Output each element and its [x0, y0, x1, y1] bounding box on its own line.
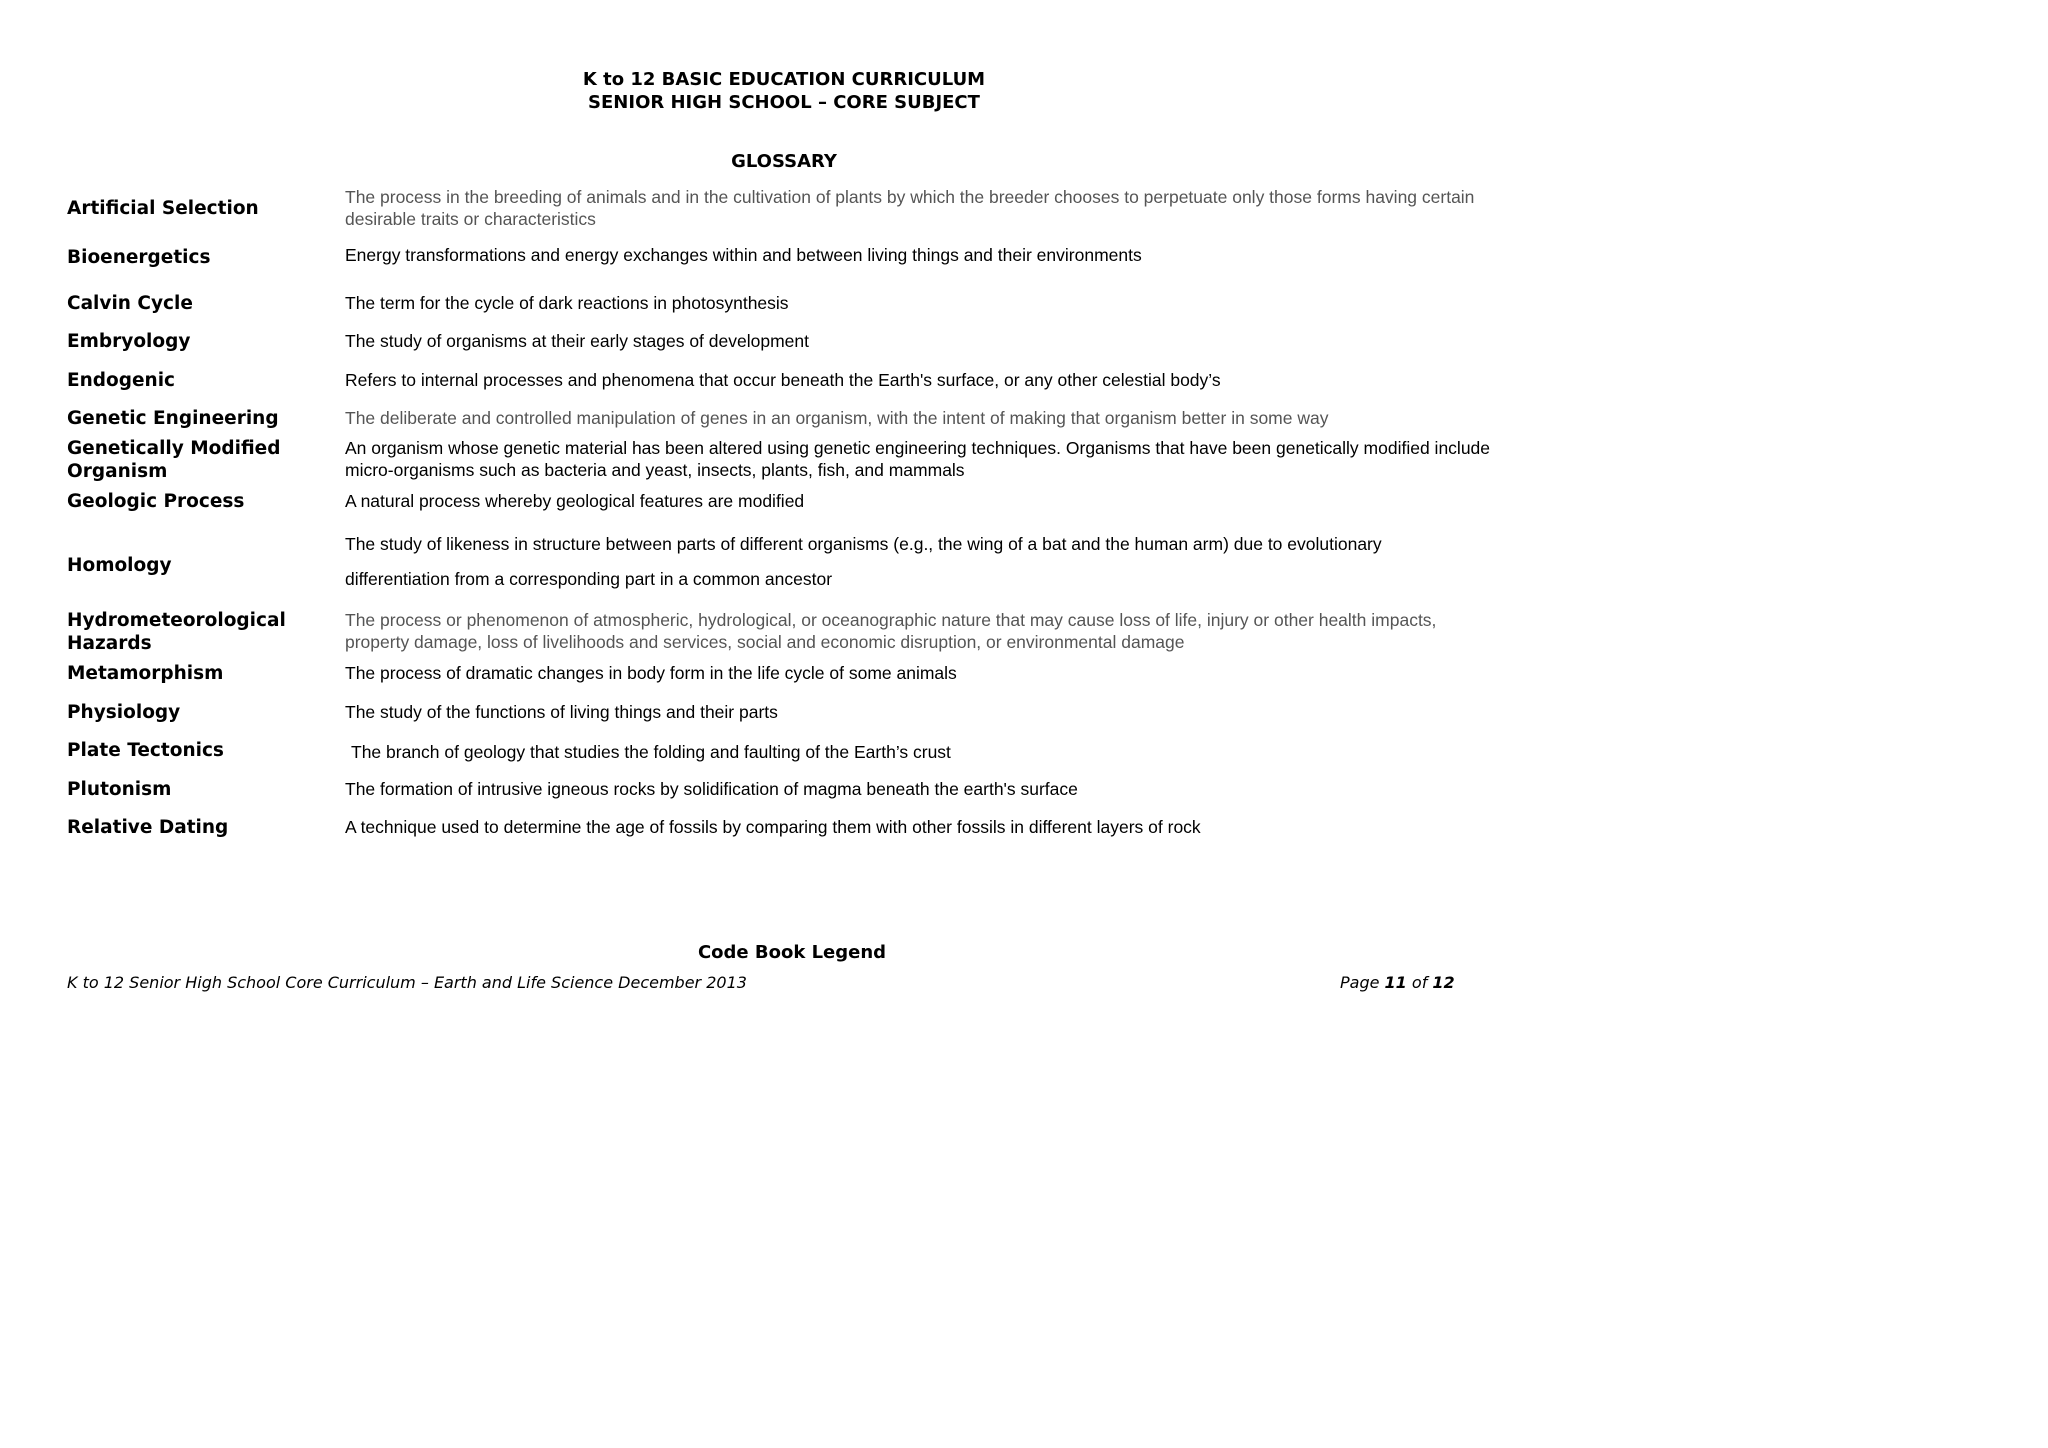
glossary-term: Calvin Cycle: [67, 293, 193, 314]
code-book-legend-heading: Code Book Legend: [697, 942, 887, 963]
glossary-term: Hydrometeorological Hazards: [67, 610, 286, 654]
glossary-definition: Energy transformations and energy exchanges within and between living things and their environments: [345, 245, 1142, 265]
glossary-title: GLOSSARY: [731, 151, 837, 172]
page-prefix: Page: [1340, 973, 1385, 992]
glossary-definition: The study of the functions of living things and their parts: [345, 702, 778, 722]
glossary-definition: Refers to internal processes and phenomena that occur beneath the Earth's surface, or any other celestial body’s: [345, 370, 1221, 390]
glossary-definition: The study of organisms at their early stages of development: [345, 331, 809, 351]
glossary-term: Physiology: [67, 702, 181, 723]
page-total: 12: [1432, 973, 1455, 992]
glossary-definition: A technique used to determine the age of fossils by comparing them with other fossils in different layers of rock: [345, 817, 1201, 837]
footer-document-title: K to 12 Senior High School Core Curriculum – Earth and Life Science December 2013: [67, 973, 747, 992]
glossary-definition: A natural process whereby geological features are modified: [345, 491, 805, 511]
glossary-term: Plate Tectonics: [67, 740, 224, 761]
glossary-definition: The branch of geology that studies the folding and faulting of the Earth’s crust: [351, 742, 951, 762]
glossary-definition-line-2: differentiation from a corresponding part in a common ancestor: [345, 569, 833, 589]
glossary-term: Artificial Selection: [67, 198, 259, 219]
glossary-term: Endogenic: [67, 370, 176, 391]
glossary-definition: The formation of intrusive igneous rocks by solidification of magma beneath the earth's surface: [345, 779, 1078, 799]
footer-page-number: [1340, 973, 1455, 992]
glossary-term: Geologic Process: [67, 491, 245, 512]
glossary-term: Homology: [67, 555, 172, 576]
glossary-definition: The term for the cycle of dark reactions in photosynthesis: [345, 293, 789, 313]
glossary-definition-line-1: The study of likeness in structure between parts of different organisms (e.g., the wing of a bat and the human arm) due to evolutionary: [345, 534, 1382, 554]
glossary-term: Plutonism: [67, 779, 172, 800]
page-of: of: [1406, 973, 1433, 992]
glossary-definition: The process or phenomenon of atmospheric, hydrological, or oceanographic nature that may cause loss of life, injury or other health impacts, property damage, loss of livelihoods and services, social and economic disruption, or environmental damage: [345, 610, 1437, 652]
page-current: 11: [1384, 973, 1407, 992]
glossary-definition: The process in the breeding of animals and in the cultivation of plants by which the breeder chooses to perpetuate only those forms having certain desirable traits or characteristics: [345, 187, 1475, 229]
glossary-definition: The process of dramatic changes in body form in the life cycle of some animals: [345, 663, 957, 683]
glossary-term: Relative Dating: [67, 817, 229, 838]
document-header-line-1: K to 12 BASIC EDUCATION CURRICULUM: [582, 69, 986, 90]
glossary-definition: An organism whose genetic material has been altered using genetic engineering techniques. Organisms that have been genetically modified include micro-organisms such as bacteria and yeast, insects, plants, fish, and mammals: [345, 438, 1491, 480]
glossary-term: Bioenergetics: [67, 247, 211, 268]
glossary-term: Embryology: [67, 331, 191, 352]
document-header-line-2: SENIOR HIGH SCHOOL – CORE SUBJECT: [588, 92, 980, 113]
glossary-definition: The deliberate and controlled manipulation of genes in an organism, with the intent of making that organism better in some way: [345, 408, 1329, 428]
glossary-term: Metamorphism: [67, 663, 224, 684]
glossary-term: Genetic Engineering: [67, 408, 279, 429]
glossary-term: Genetically Modified Organism: [67, 438, 281, 482]
